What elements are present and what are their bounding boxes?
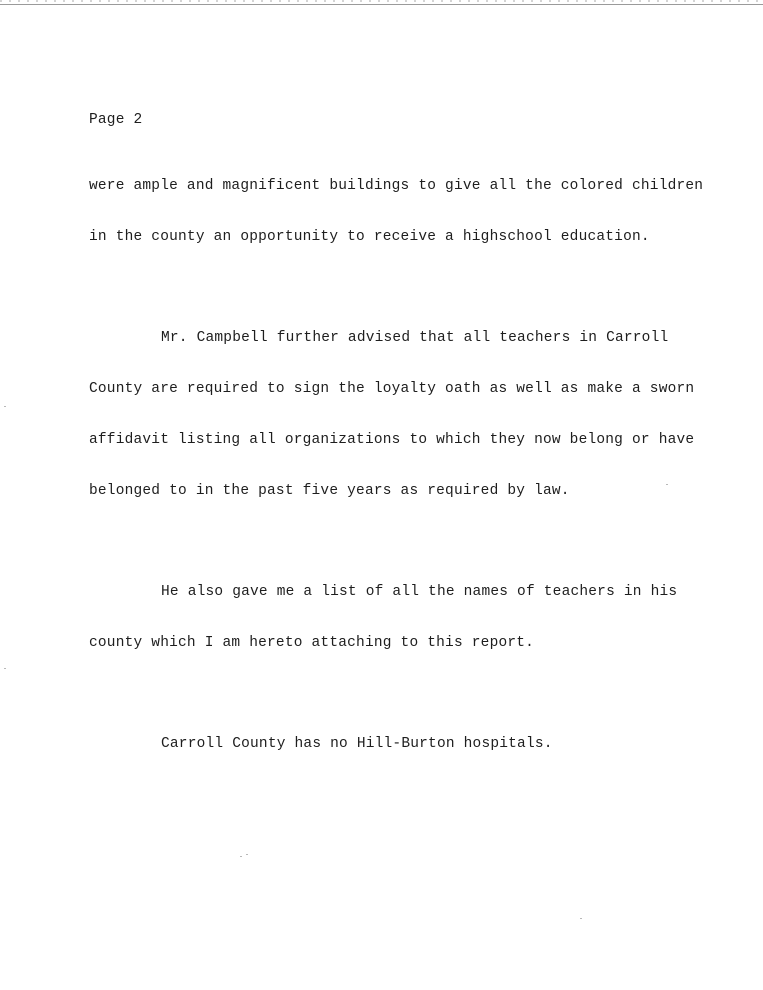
paragraph-4 — [89, 702, 729, 787]
scan-speck — [246, 854, 248, 855]
page-number-label: Page 2 — [89, 112, 143, 128]
scan-speck — [580, 918, 582, 919]
paragraph-line: affidavit listing all organizations to which they now belong or have — [89, 432, 695, 448]
paragraph-1 — [89, 144, 729, 280]
paragraph-line: Carroll County has no Hill-Burton hospitals. — [161, 736, 553, 752]
paragraph-line: belonged to in the past five years as required by law. — [89, 483, 570, 499]
paragraph-line: County are required to sign the loyalty oath as well as make a sworn — [89, 381, 695, 397]
scan-speck — [4, 406, 6, 407]
paragraph-line: Mr. Campbell further advised that all teachers in Carroll — [161, 330, 669, 346]
top-edge-dashes — [0, 0, 763, 2]
scan-speck — [240, 856, 242, 857]
paragraph-line: were ample and magnificent buildings to give all the colored children — [89, 178, 704, 194]
paragraph-3 — [89, 550, 729, 686]
scan-speck — [4, 668, 6, 669]
top-edge-rule — [0, 4, 763, 5]
paragraph-line: in the county an opportunity to receive a highschool education. — [89, 229, 650, 245]
paragraph-2 — [89, 296, 729, 534]
paragraph-line: county which I am hereto attaching to this report. — [89, 635, 535, 651]
document-page — [89, 112, 729, 803]
paragraph-line: He also gave me a list of all the names of teachers in his — [161, 584, 678, 600]
scan-speck — [666, 484, 668, 485]
